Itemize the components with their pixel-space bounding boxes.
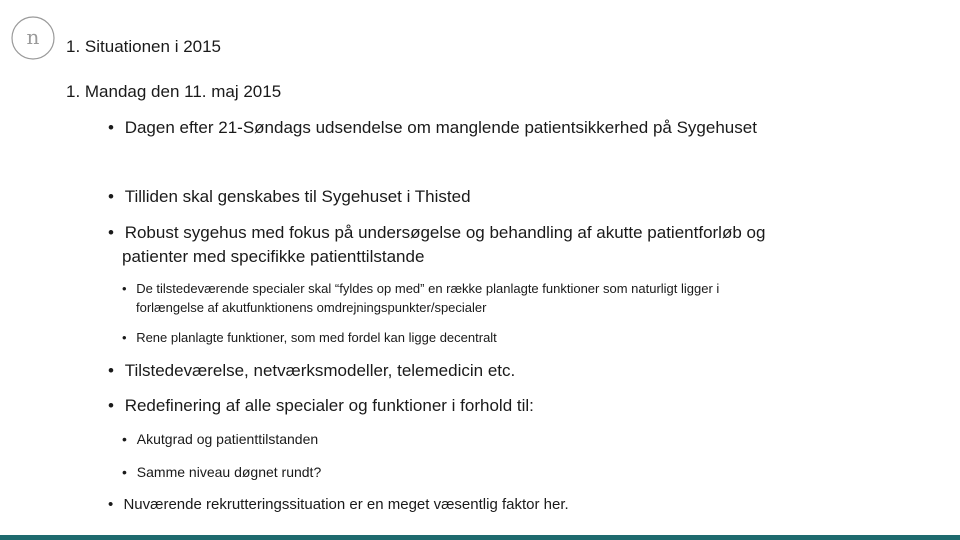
slide-title: 1. Situationen i 2015 [66, 37, 222, 56]
bottom-accent-bar [0, 535, 960, 540]
bullet-marker: • [108, 496, 114, 513]
date-line: 1. Mandag den 11. maj 2015 [66, 82, 282, 101]
bullet-text: Akutgrad og patienttilstanden [136, 431, 319, 447]
bullet-3 [108, 221, 765, 245]
bullet-2 [108, 185, 471, 209]
bullet-marker: • [122, 431, 127, 447]
sub-bullet-1-line2: forlængelse af akutfunktionens omdrejningspunkter/specialer [136, 300, 487, 315]
bullet-text-line1: De tilstedeværende specialer skal “fyldes op med” en række planlagte funktioner som naturligt ligger i [136, 281, 720, 296]
bullet-text: Rene planlagte funktioner, som med fordel kan ligge decentralt [136, 330, 497, 345]
bullet-5 [108, 394, 534, 418]
bullet-marker: • [108, 223, 114, 242]
bullet-1 [108, 116, 757, 140]
bullet-4 [108, 359, 515, 383]
sub-bullet-2 [122, 329, 497, 346]
bullet-marker: • [122, 464, 127, 480]
bullet-text: Redefinering af alle specialer og funktioner i forhold til: [124, 396, 534, 415]
sub-bullet-4 [122, 463, 321, 482]
sub-bullet-1 [122, 280, 719, 297]
logo-letter: n [26, 25, 40, 49]
bullet-marker: • [108, 187, 114, 206]
bullet-marker: • [108, 396, 114, 415]
bullet-marker: • [122, 281, 127, 296]
bullet-3-line2: patienter med specifikke patienttilstande [122, 247, 425, 266]
bullet-6 [108, 495, 569, 514]
logo [10, 15, 56, 61]
bullet-text: Tilstedeværelse, netværksmodeller, telemedicin etc. [124, 361, 516, 380]
bullet-text: Tilliden skal genskabes til Sygehuset i Thisted [124, 187, 471, 206]
sub-bullet-3 [122, 430, 318, 449]
logo-circle-icon [10, 15, 56, 61]
bullet-marker: • [122, 330, 127, 345]
bullet-text: Nuværende rekrutteringssituation er en meget væsentlig faktor her. [123, 496, 569, 513]
bullet-marker: • [108, 361, 114, 380]
bullet-text-line1: Robust sygehus med fokus på undersøgelse og behandling af akutte patientforløb og [124, 223, 766, 242]
bullet-text: Samme niveau døgnet rundt? [136, 464, 322, 480]
bullet-marker: • [108, 118, 114, 137]
bullet-text: Dagen efter 21-Søndags udsendelse om manglende patientsikkerhed på Sygehuset [124, 118, 757, 137]
